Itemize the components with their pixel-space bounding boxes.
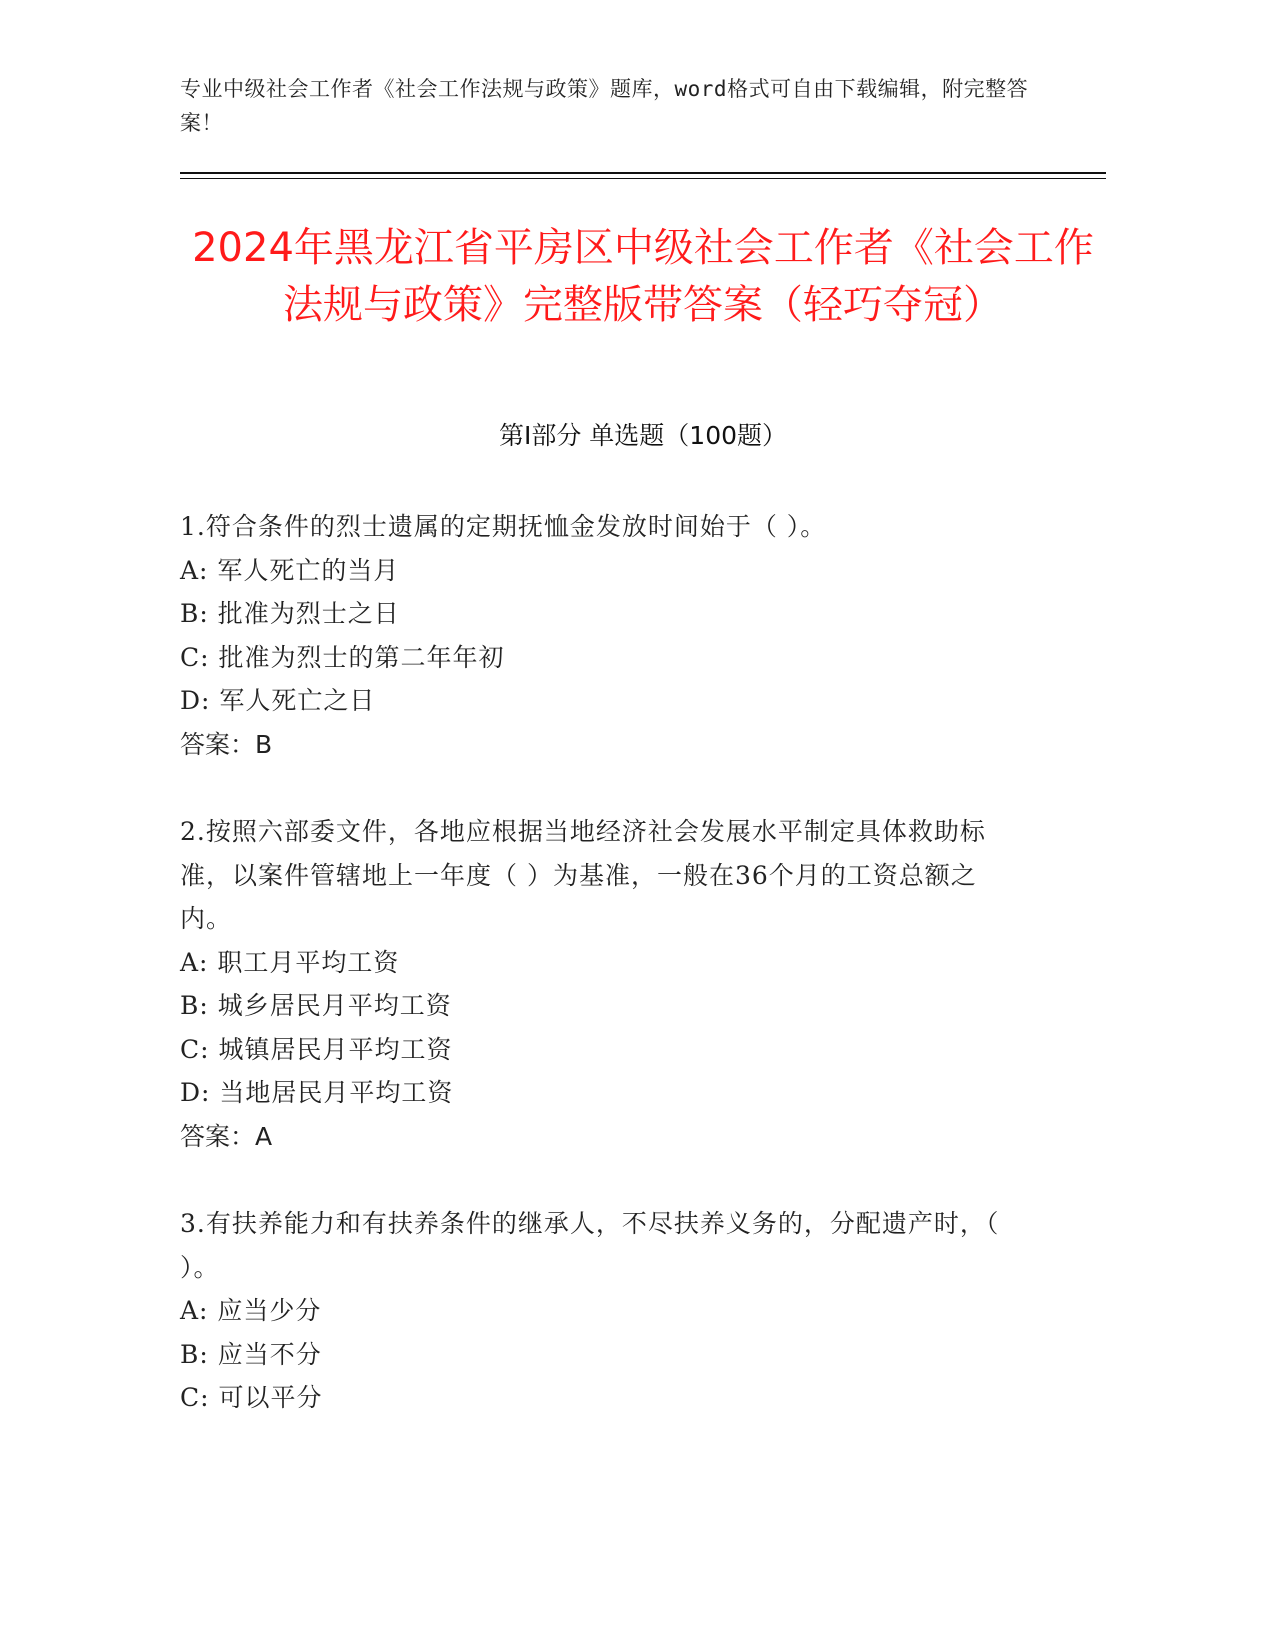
question-stem: 1.符合条件的烈士遗属的定期抚恤金发放时间始于（ ）。: [180, 512, 827, 541]
option-b: B: 批准为烈士之日: [180, 599, 400, 628]
header-divider-thin: [180, 178, 1106, 179]
option-c: C: 城镇居民月平均工资: [180, 1034, 453, 1064]
question-stem: 2.按照六部委文件，各地应根据当地经济社会发展水平制定具体救助标准，以案件管辖地上一年度（ ）为基准，一般在36个月的工资总额之内。: [180, 817, 986, 933]
question-1: [180, 505, 1020, 766]
answer-line: 答案：B: [180, 729, 273, 759]
option-b: B: 城乡居民月平均工资: [180, 991, 452, 1020]
option-a: A: 应当少分: [180, 1296, 322, 1325]
question-spacer: [180, 1158, 1020, 1202]
option-d: D: 军人死亡之日: [180, 686, 376, 715]
option-a: A: 职工月平均工资: [180, 947, 400, 977]
question-list: [180, 505, 1020, 1420]
question-2: [180, 810, 1020, 1158]
option-d: D: 当地居民月平均工资: [180, 1078, 454, 1107]
question-3: [180, 1202, 1020, 1420]
header-divider-thick: [180, 172, 1106, 174]
section-heading: 第I部分 单选题（100题）: [498, 421, 788, 450]
option-b: B: 应当不分: [180, 1339, 322, 1369]
question-stem: 3.有扶养能力和有扶养条件的继承人，不尽扶养义务的，分配遗产时，（ ）。: [180, 1209, 1000, 1282]
option-c: C: 可以平分: [180, 1383, 323, 1412]
header-note: 专业中级社会工作者《社会工作法规与政策》题库，word格式可自由下载编辑，附完整答案！: [180, 77, 1029, 135]
option-a: A: 军人死亡的当月: [180, 555, 400, 585]
option-c: C: 批准为烈士的第二年年初: [180, 642, 505, 672]
question-spacer: [180, 766, 1020, 810]
answer-line: 答案：A: [180, 1121, 273, 1151]
document-title: 2024年黑龙江省平房区中级社会工作者《社会工作法规与政策》完整版带答案（轻巧夺冠）: [192, 225, 1094, 328]
